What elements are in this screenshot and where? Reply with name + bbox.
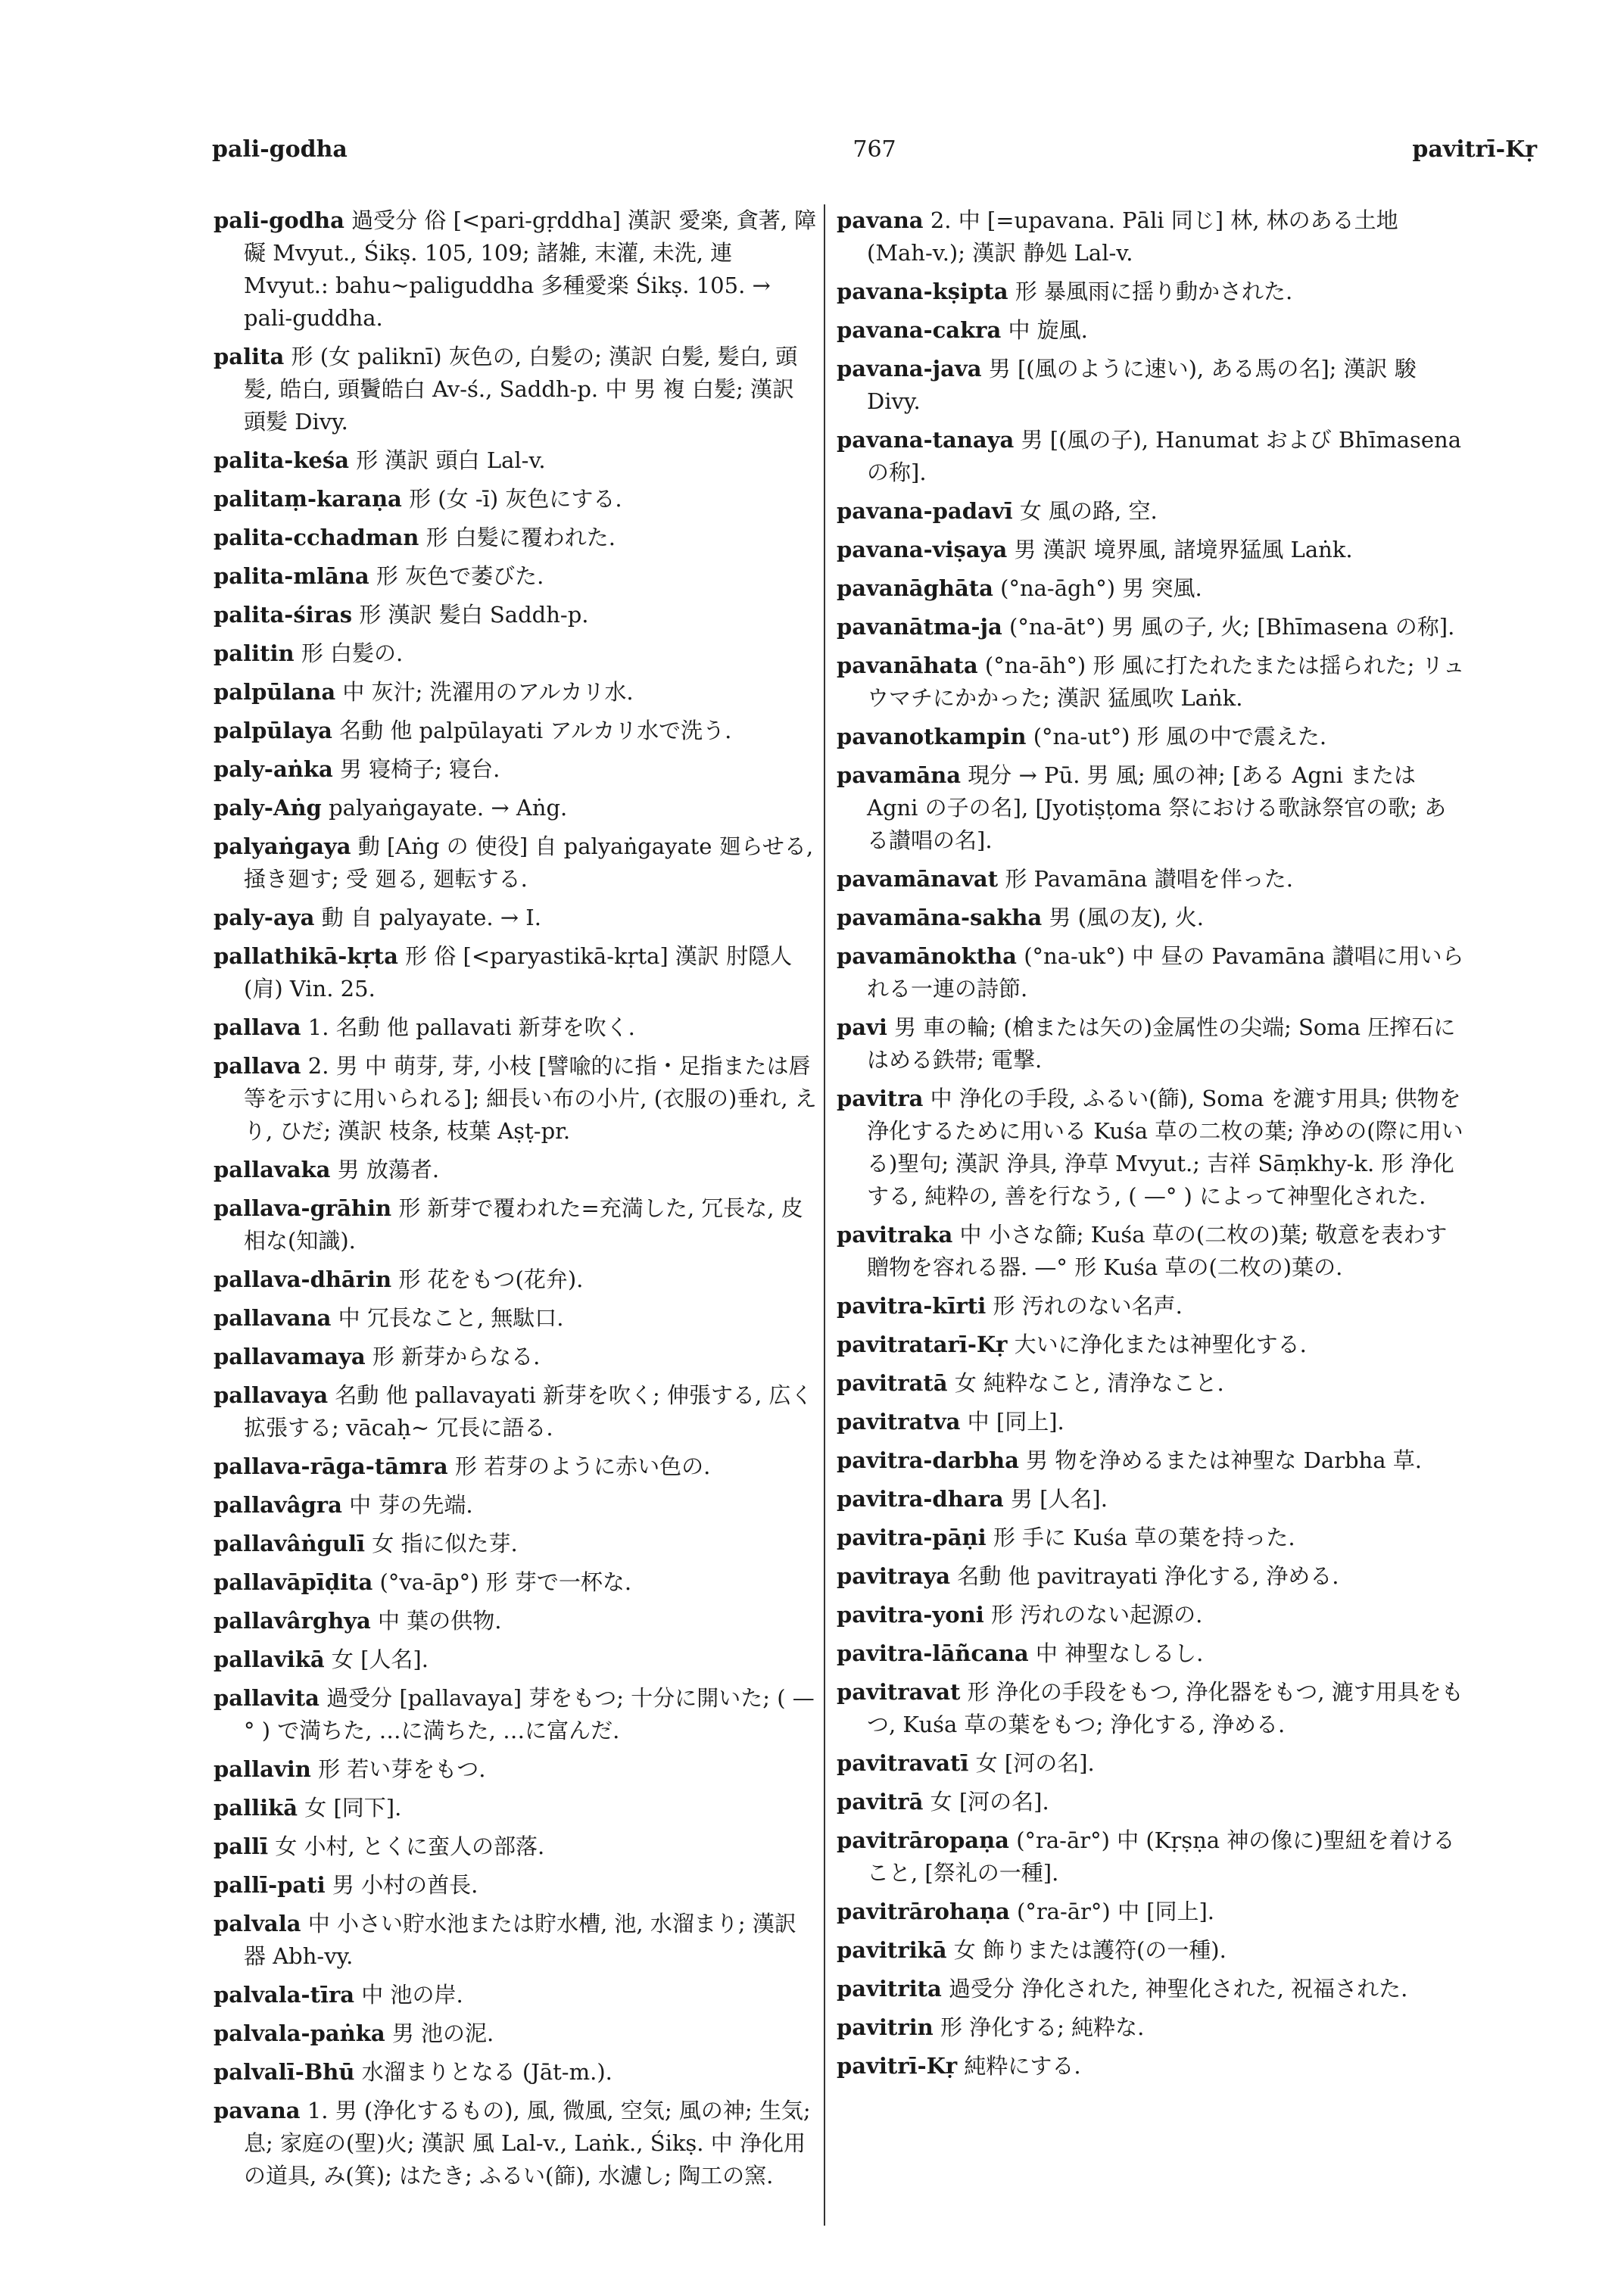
entry-definition: 形 若芽のように赤い色の. [454,1453,711,1479]
entry-headword: palvala [214,1911,301,1936]
entry-definition: 動 自 palyayate. → I. [321,905,541,930]
entry-headword: pavamānavat [837,866,999,892]
entry-definition: 中 芽の先端. [349,1492,473,1518]
dictionary-entry [214,1979,819,2011]
entry-definition: 形 白髪に覆われた. [425,525,616,550]
dictionary-entry [837,1522,1465,1554]
entry-definition: 形 白髪の. [301,640,404,666]
entry-headword: pavana-tanaya [837,427,1015,453]
entry-definition: 形 汚れのない起源の. [990,1602,1203,1628]
dictionary-entry [837,495,1465,528]
dictionary-entry [214,1341,819,1373]
entry-definition: 女 [同下]. [304,1795,402,1821]
entry-headword: pallī [214,1833,269,1859]
dictionary-entry [837,1290,1465,1323]
entry-definition: (°na-āh°) 形 風に打たれたまたは揺られた; リュウマチにかかった; 漢訳 猛風吹 Laṅk. [867,653,1465,711]
entry-headword: pallavamaya [214,1344,366,1369]
entry-definition: 過受分 浄化された, 神聖化された, 祝福された. [949,1976,1408,2002]
dictionary-entry [214,483,819,516]
entry-definition: 水溜まりとなる (Jāt-m.). [361,2059,613,2085]
dictionary-entry [837,534,1465,566]
entry-definition: 形 暴風雨に揺り動かされた. [1015,279,1293,304]
dictionary-entry [837,902,1465,934]
entry-headword: pavitravatī [837,1750,969,1776]
left-column [214,204,819,2198]
entry-definition: 女 [河の名]. [975,1750,1095,1776]
entry-definition: 男 物を浄めるまたは神聖な Darbha 草. [1026,1447,1422,1473]
dictionary-entry [837,424,1465,489]
dictionary-entry [214,1011,819,1044]
dictionary-entry [214,830,819,896]
entry-definition: 形 浄化する; 純粋な. [940,2014,1145,2040]
entry-headword: pallavana [214,1305,332,1331]
entry-headword: pavitra-pāṇi [837,1525,987,1550]
entry-definition: 形 若い芽をもつ. [318,1756,486,1782]
entry-headword: palitaṃ-karaṇa [214,486,402,512]
entry-definition: 2. 中 [=upavana. Pāli 同じ] 林, 林のある土地 (Mah-v.); 漢訳 静処 Lal-v. [867,207,1398,266]
entry-headword: pavanotkampin [837,724,1027,749]
dictionary-entry [214,1154,819,1186]
entry-headword: paly-aṅka [214,756,333,782]
dictionary-entry [214,1753,819,1786]
entry-definition: 男 (風の友), 火. [1049,905,1204,930]
entry-headword: pavana [837,207,924,233]
dictionary-entry [214,2056,819,2089]
entry-definition: 形 浄化の手段をもつ, 浄化器をもつ, 漉す用具をもつ, Kuśa 草の葉をもつ; 浄化する, 浄める. [867,1679,1463,1737]
entry-headword: pavitratarī-Kṛ [837,1332,1008,1357]
entry-headword: pavitra [837,1086,924,1111]
dictionary-entry [837,1747,1465,1780]
dictionary-entry [837,2011,1465,2044]
dictionary-entry [214,1528,819,1560]
entry-headword: pavitratva [837,1409,961,1435]
dictionary-entry [214,1489,819,1522]
entry-definition: 中 [同上]. [967,1409,1064,1435]
dictionary-entry [837,650,1465,715]
entry-headword: pavitra-darbha [837,1447,1019,1473]
entry-headword: palita-cchadman [214,525,419,550]
dictionary-entry [214,1830,819,1863]
entry-definition: 中 浄化の手段, ふるい(篩), Soma を漉す用具; 供物を浄化するために用いる Kuśa 草の二枚の葉; 浄めの(際に用いる)聖句; 漢訳 浄具, 浄草 Mvyut.; 吉祥 Sāṃkhy-k. 形 浄化する, 純粋の, 善を行なう, ( —° ) によって神聖化された. [867,1086,1463,1209]
dictionary-entry [837,611,1465,643]
dictionary-entry [837,1934,1465,1967]
entry-headword: paly-aya [214,905,315,930]
entry-headword: palpūlaya [214,718,332,743]
entry-definition: (°va-āp°) 形 芽で一杯な. [379,1569,632,1595]
entry-headword: palvala-paṅka [214,2020,385,2046]
entry-definition: 形 Pavamāna 讃唱を伴った. [1005,866,1293,892]
entry-headword: palita-mlāna [214,563,369,589]
entry-headword: palvalī-Bhū [214,2059,355,2085]
entry-definition: 形 手に Kuśa 草の葉を持った. [993,1525,1295,1550]
entry-headword: pavanātma-ja [837,614,1002,640]
entry-headword: pavitrikā [837,1937,947,1963]
column-divider [824,204,825,2226]
dictionary-entry [214,204,819,335]
entry-headword: pavana-padavī [837,498,1013,524]
entry-definition: (°ra-ār°) 中 (Kṛṣṇa 神の像に)聖紐を着けること, [祭礼の一種]. [867,1827,1455,1886]
entry-definition: (°na-ut°) 形 風の中で震えた. [1033,724,1327,749]
entry-definition: 男 漢訳 境界風, 諸境界猛風 Laṅk. [1014,537,1353,562]
entry-headword: pallava [214,1053,301,1079]
dictionary-entry [214,444,819,477]
dictionary-entry [214,792,819,824]
right-column [837,204,1465,2089]
entry-definition: 動 [Aṅg の 使役] 自 palyaṅgayate 廻らせる, 掻き廻す; 受 廻る, 廻転する. [244,833,814,892]
dictionary-entry [837,863,1465,896]
entry-definition: 名動 他 pavitrayati 浄化する, 浄める. [957,1563,1339,1589]
entry-headword: pavanāghāta [837,575,993,601]
dictionary-entry [837,1896,1465,1928]
entry-definition: 1. 名動 他 pallavati 新芽を吹く. [307,1014,635,1040]
entry-headword: pavitra-yoni [837,1602,984,1628]
entry-definition: 大いに浄化または神聖化する. [1014,1332,1307,1357]
entry-definition: 女 風の路, 空. [1019,498,1158,524]
entry-definition: 中 冗長なこと, 無駄口. [338,1305,564,1331]
entry-definition: 女 [人名]. [331,1647,429,1672]
dictionary-entry [837,1367,1465,1400]
dictionary-entry [837,1083,1465,1213]
entry-definition: palyaṅgayate. → Aṅg. [329,795,568,821]
dictionary-entry [214,1682,819,1747]
dictionary-entry [837,2050,1465,2083]
dictionary-entry [837,1011,1465,1076]
entry-definition: 形 汚れのない名声. [993,1293,1183,1319]
dictionary-entry [837,1973,1465,2005]
entry-definition: 1. 男 (浄化するもの), 風, 微風, 空気; 風の神; 生気; 息; 家庭の(聖)火; 漢訳 風 Lal-v., Laṅk., Śikṣ. 中 浄化用の道具, み(箕); はたき; ふるい(篩), 水濾し; 陶工の窯. [244,2098,811,2189]
dictionary-entry [214,1050,819,1148]
entry-definition: 中 旋風. [1008,317,1088,343]
dictionary-entry [837,276,1465,308]
entry-headword: palita-keśa [214,447,349,473]
dictionary-entry [214,599,819,631]
entry-definition: 女 純粋なこと, 清浄なこと. [954,1370,1224,1396]
entry-headword: pavamānoktha [837,943,1017,969]
entry-definition: 男 車の輪; (槍または矢の)金属性の尖端; Soma 圧搾石にはめる鉄帯; 電撃. [867,1014,1456,1073]
dictionary-entry [837,940,1465,1005]
entry-headword: pallavita [214,1685,320,1711]
dictionary-entry [214,753,819,786]
dictionary-entry [837,204,1465,269]
dictionary-entry [214,1566,819,1599]
dictionary-entry [837,353,1465,418]
entry-headword: palyaṅgaya [214,833,351,859]
entry-definition: 女 指に似た芽. [372,1531,518,1556]
entry-headword: pallavâgra [214,1492,342,1518]
dictionary-entry [837,1560,1465,1593]
entry-definition: (°na-uk°) 中 昼の Pavamāna 讃唱に用いられる一連の詩節. [867,943,1464,1002]
entry-headword: pavanāhata [837,653,978,678]
entry-headword: pavitrī-Kṛ [837,2053,958,2079]
dictionary-entry [214,1869,819,1902]
dictionary-entry [214,2095,819,2192]
dictionary-entry [837,1676,1465,1741]
entry-headword: pavitraya [837,1563,951,1589]
dictionary-entry [214,940,819,1005]
entry-definition: 男 小村の酋長. [332,1872,478,1898]
entry-headword: pavitrā [837,1789,924,1815]
entry-definition: (°ra-ār°) 中 [同上]. [1017,1899,1215,1924]
entry-headword: pallavikā [214,1647,325,1672]
entry-headword: pallava-dhārin [214,1266,392,1292]
entry-definition: 女 小村, とくに蛮人の部落. [275,1833,545,1859]
entry-headword: pallava [214,1014,301,1040]
entry-definition: 中 灰汁; 洗濯用のアルカリ水. [342,679,634,705]
entry-headword: pavitrāropaṇa [837,1827,1009,1853]
dictionary-entry [214,341,819,438]
entry-definition: 男 池の泥. [391,2020,494,2046]
entry-definition: 名動 他 palpūlayati アルカリ水で洗う. [339,718,732,743]
entry-definition: 中 葉の供物. [378,1608,502,1634]
entry-headword: pavana-cakra [837,317,1002,343]
header-left-guideword: pali-godha [212,136,348,163]
dictionary-entry [837,1329,1465,1361]
entry-definition: 形 新芽からなる. [372,1344,541,1369]
entry-definition: 中 小さい貯水池または貯水槽, 池, 水溜まり; 漢訳 器 Abh-vy. [244,1911,796,1969]
dictionary-entry [837,572,1465,605]
entry-definition: 形 灰色で萎びた. [376,563,544,589]
entry-headword: pavitra-kīrti [837,1293,987,1319]
entry-headword: pavitraka [837,1222,953,1248]
entry-headword: pavamāna-sakha [837,905,1043,930]
entry-definition: 過受分 俗 [<pari-gṛddha] 漢訳 愛楽, 貪著, 障礙 Mvyut., Śikṣ. 105, 109; 諸雑, 末灌, 未洗, 連 Mvyut.: bahu~paliguddha 多種愛楽 Śikṣ. 105. → pali-guddha. [244,207,817,331]
entry-definition: 形 (女 -ī) 灰色にする. [409,486,622,512]
entry-headword: palitin [214,640,295,666]
entry-headword: pali-godha [214,207,344,233]
dictionary-entry [837,1599,1465,1631]
entry-headword: palita [214,344,285,369]
entry-headword: pavitravat [837,1679,961,1705]
dictionary-entry [837,314,1465,347]
entry-definition: 男 [人名]. [1010,1486,1108,1512]
entry-definition: 現分 → Pū. 男 風; 風の神; [ある Agni または Agni の子の名], [Jyotiṣṭoma 祭における歌詠祭官の歌; ある讃唱の名]. [867,762,1447,853]
entry-definition: 形 漢訳 髪白 Saddh-p. [359,602,589,628]
dictionary-entry [214,1302,819,1335]
dictionary-entry [837,1483,1465,1516]
entry-headword: pallava-rāga-tāmra [214,1453,448,1479]
entry-definition: 男 [(風のように速い), ある馬の名]; 漢訳 駿 Divy. [867,356,1417,414]
dictionary-entry [214,637,819,670]
entry-definition: 過受分 [pallavaya] 芽をもつ; 十分に開いた; ( —° ) で満ちた, …に満ちた, …に富んだ. [244,1685,815,1743]
dictionary-entry [837,1406,1465,1438]
dictionary-entry [214,1192,819,1257]
dictionary-entry [837,1637,1465,1670]
dictionary-entry [837,759,1465,857]
header-right-guideword: pavitrī-Kṛ [1412,136,1537,163]
entry-definition: 名動 他 pallavayati 新芽を吹く; 伸張する, 広く拡張する; vācaḥ~ 冗長に語る. [244,1382,813,1441]
dictionary-entry [214,1908,819,1973]
dictionary-entry [837,1824,1465,1890]
entry-headword: pallavin [214,1756,311,1782]
dictionary-entry [214,522,819,554]
entry-headword: pallavârghya [214,1608,371,1634]
page-number: 767 [853,136,896,163]
entry-headword: pavitrita [837,1976,942,2002]
dictionary-entry [837,1444,1465,1477]
entry-headword: pavitra-lāñcana [837,1640,1029,1666]
dictionary-entry [214,676,819,709]
entry-headword: pallava-grāhin [214,1195,392,1221]
entry-headword: pavana-kṣipta [837,279,1008,304]
entry-headword: paly-Aṅg [214,795,322,821]
entry-headword: pallavâṅgulī [214,1531,366,1556]
entry-definition: 男 [(風の子), Hanumat および Bhīmasena の称]. [867,427,1462,485]
entry-headword: pavana-java [837,356,982,382]
entry-headword: pallavaya [214,1382,329,1408]
entry-definition: 形 漢訳 頭白 Lal-v. [356,447,546,473]
entry-headword: pallavaka [214,1157,331,1182]
dictionary-entry [214,2017,819,2050]
entry-headword: palvala-tīra [214,1982,355,2008]
entry-definition: (°na-āt°) 男 風の子, 火; [Bhīmasena の称]. [1009,614,1455,640]
page-header [212,136,1537,182]
dictionary-entry [214,560,819,593]
dictionary-entry [214,902,819,934]
entry-definition: 形 (女 paliknī) 灰色の, 白髪の; 漢訳 白髪, 髪白, 頭髪, 皓白, 頭鬢皓白 Av-ś., Saddh-p. 中 男 複 白髪; 漢訳 頭髪 Divy. [244,344,798,435]
dictionary-entry [837,1219,1465,1284]
dictionary-entry [214,1379,819,1444]
entry-headword: palita-śiras [214,602,353,628]
entry-definition: 中 池の岸. [361,1982,463,2008]
entry-definition: 形 新芽で覆われた=充満した, 冗長な, 皮相な(知識). [244,1195,803,1254]
entry-headword: pavitrin [837,2014,934,2040]
entry-headword: pavitrārohaṇa [837,1899,1010,1924]
entry-headword: pavitra-dhara [837,1486,1004,1512]
entry-definition: 男 寝椅子; 寝台. [339,756,500,782]
entry-headword: pallavāpīḍita [214,1569,373,1595]
entry-definition: 女 飾りまたは護符(の一種). [953,1937,1227,1963]
entry-definition: 中 小さな篩; Kuśa 草の(二枚の)葉; 敬意を表わす贈物を容れる器. —° 形 Kuśa 草の(二枚の)葉の. [867,1222,1448,1280]
dictionary-entry [214,1792,819,1824]
entry-definition: 形 花をもつ(花弁). [398,1266,584,1292]
entry-headword: pallathikā-kṛta [214,943,398,969]
dictionary-entry [214,1643,819,1676]
entry-definition: 中 神聖なしるし. [1035,1640,1204,1666]
entry-headword: pavitratā [837,1370,948,1396]
entry-headword: palpūlana [214,679,336,705]
entry-definition: (°na-āgh°) 男 突風. [1000,575,1202,601]
entry-headword: pallī-pati [214,1872,326,1898]
dictionary-entry [214,1263,819,1296]
entry-headword: pavi [837,1014,887,1040]
entry-headword: pavana-viṣaya [837,537,1008,562]
dictionary-entry [214,715,819,747]
dictionary-entry [214,1605,819,1637]
dictionary-entry [837,721,1465,753]
entry-headword: pallikā [214,1795,298,1821]
entry-definition: 純粋にする. [964,2053,1081,2079]
entry-definition: 女 [河の名]. [930,1789,1049,1815]
entry-definition: 男 放蕩者. [337,1157,440,1182]
dictionary-entry [214,1450,819,1483]
entry-headword: pavana [214,2098,301,2123]
entry-definition: 形 俗 [<paryastikā-kṛta] 漢訳 肘隠人(肩) Vin. 25. [244,943,793,1002]
entry-headword: pavamāna [837,762,962,788]
dictionary-entry [837,1786,1465,1818]
entry-definition: 2. 男 中 萌芽, 芽, 小枝 [譬喩的に指・足指または唇等を示すに用いられる]; 細長い布の小片, (衣服の)垂れ, えり, ひだ; 漢訳 枝条, 枝葉 Aṣṭ-pr. [244,1053,817,1144]
